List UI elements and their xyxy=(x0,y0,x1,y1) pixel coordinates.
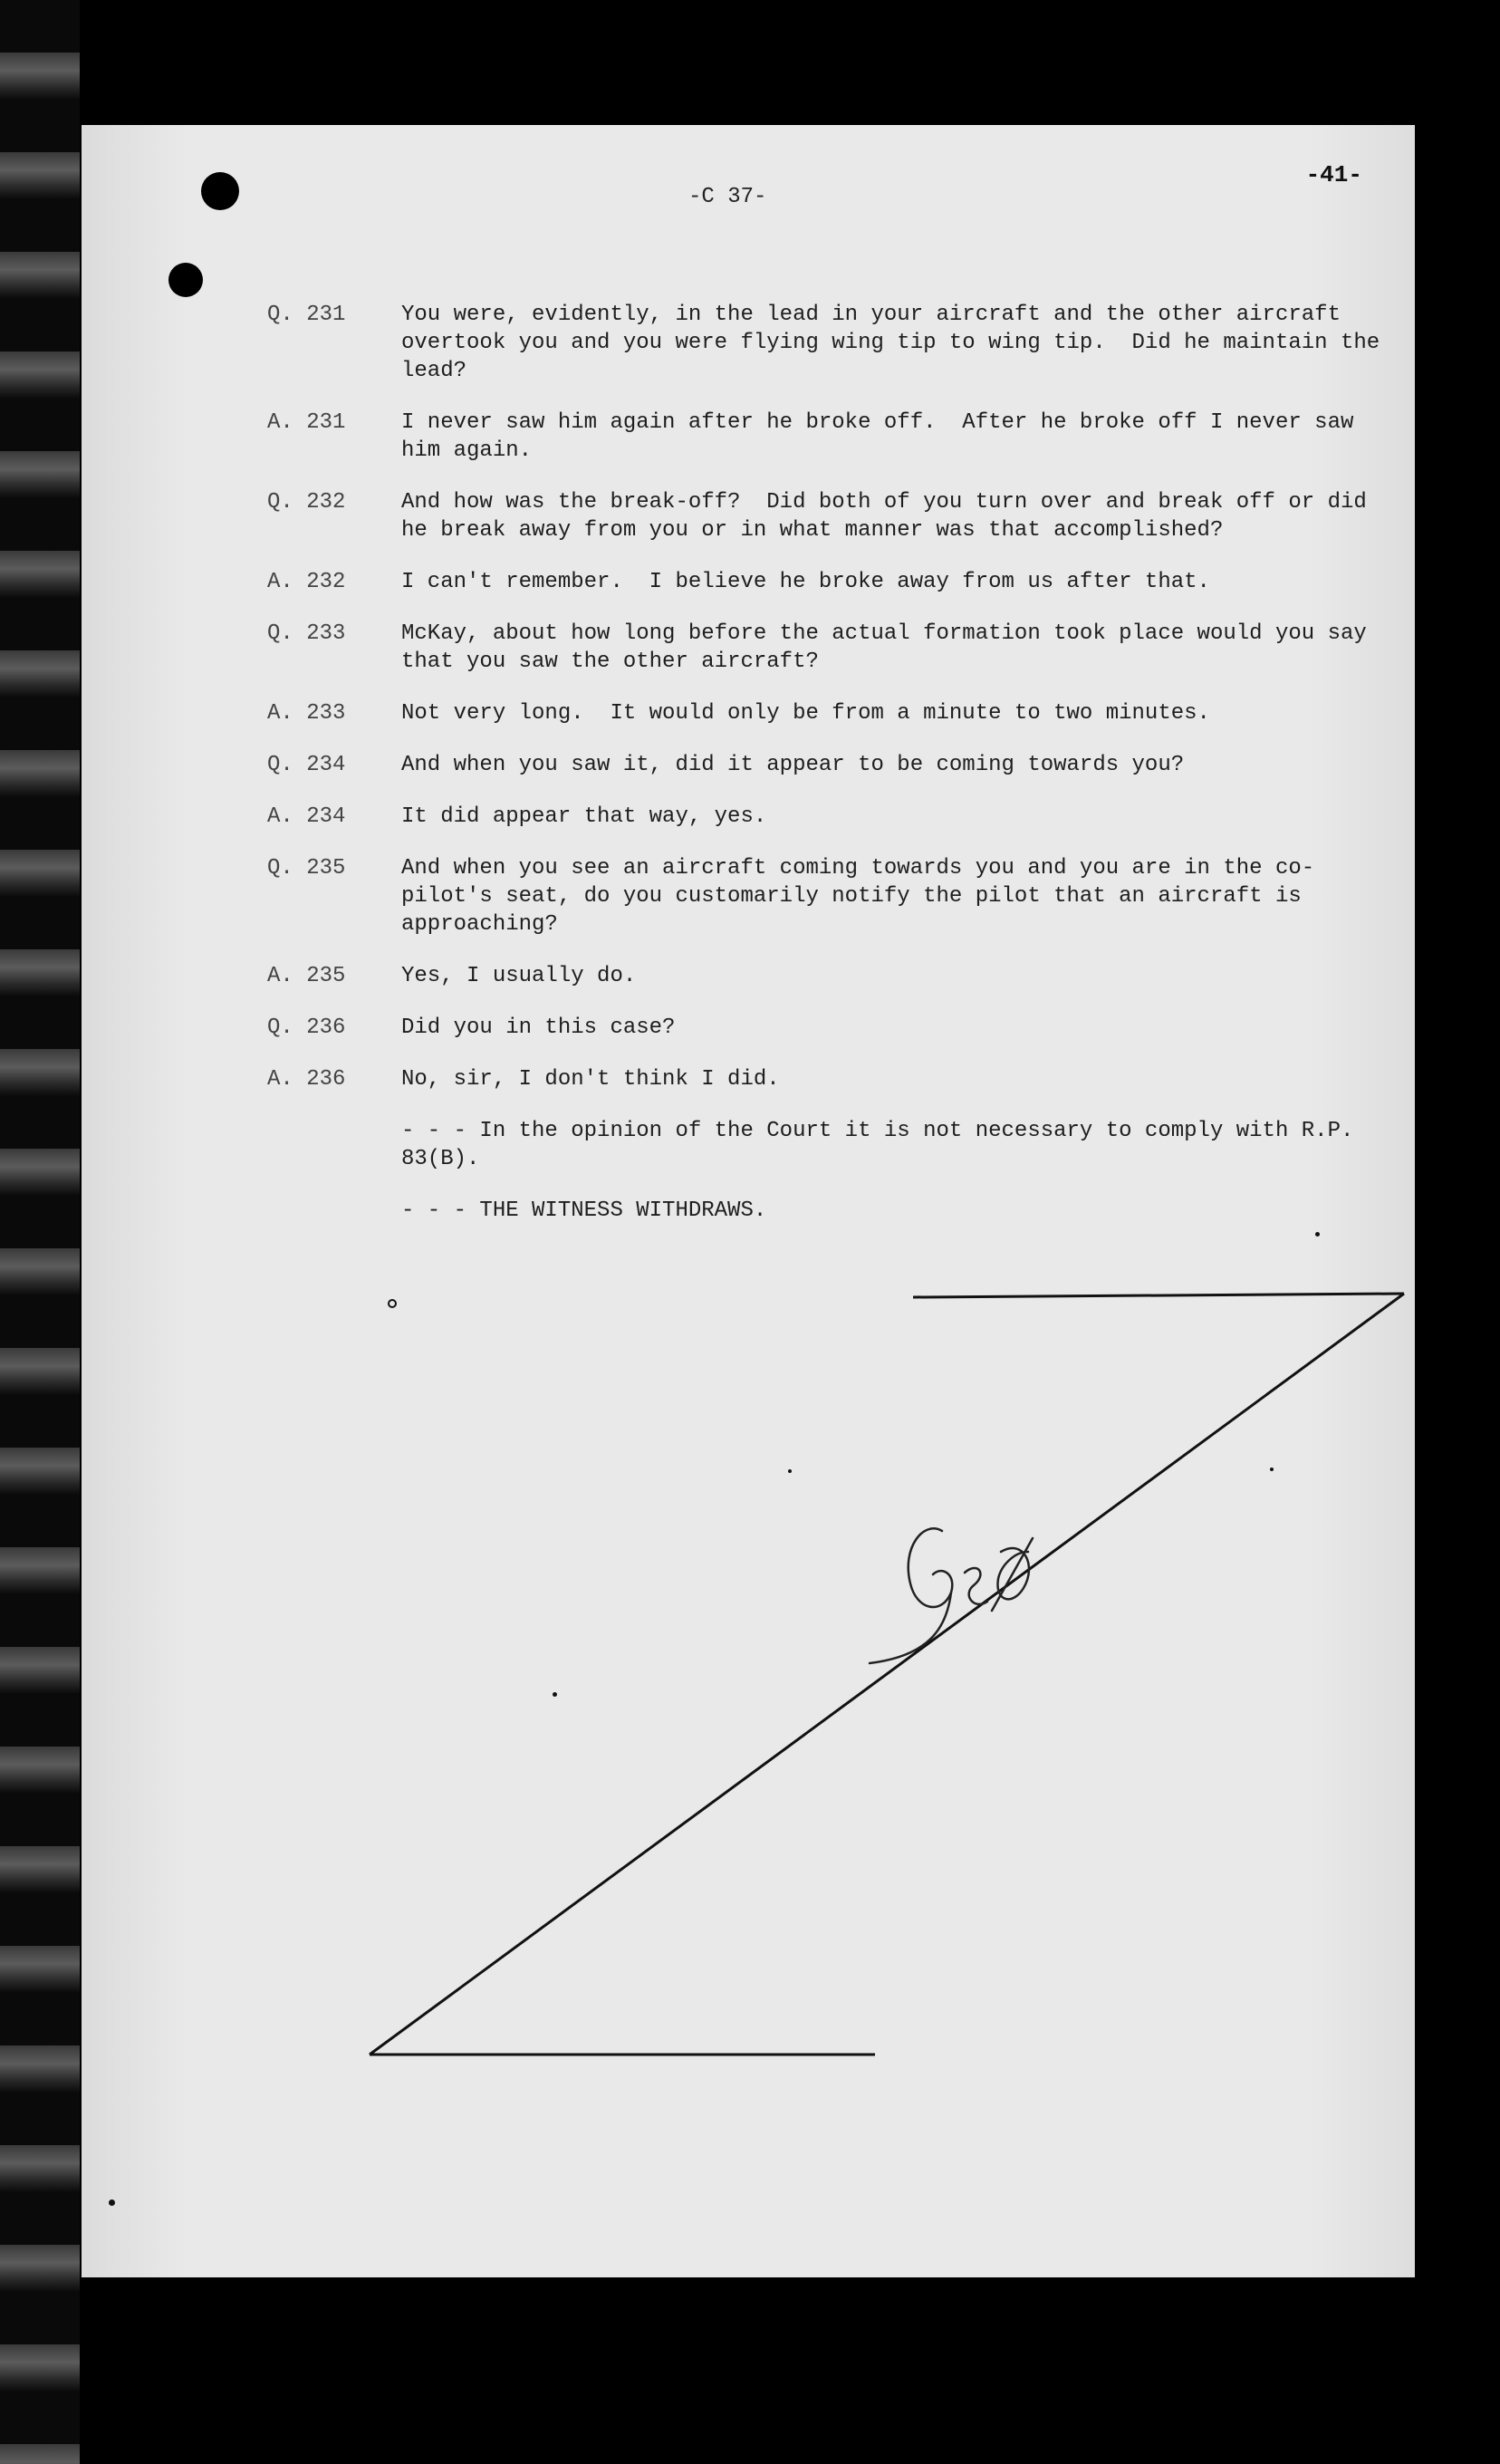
qa-text: McKay, about how long before the actual formation took place would you say that you saw the other aircraft? xyxy=(401,621,1380,674)
speck xyxy=(553,1692,557,1697)
qa-text: And when you saw it, did it appear to be coming towards you? xyxy=(401,753,1185,777)
qa-entry xyxy=(267,854,1390,938)
speck xyxy=(388,1299,397,1308)
qa-text: I can't remember. I believe he broke away from us after that. xyxy=(401,570,1210,594)
qa-entry xyxy=(267,699,1390,727)
punch-hole-second xyxy=(168,263,203,297)
qa-text: And how was the break-off? Did both of you turn over and break off or did he break away from you or in what manner was that accomplished? xyxy=(401,490,1380,543)
qa-text: No, sir, I don't think I did. xyxy=(401,1067,780,1092)
initials-signature xyxy=(870,1528,1033,1663)
qa-ref: Q. 234 xyxy=(267,753,346,777)
qa-entry xyxy=(267,568,1390,596)
witness-withdraws-note: - - - THE WITNESS WITHDRAWS. xyxy=(401,1198,767,1223)
qa-ref: A. 232 xyxy=(267,570,346,594)
court-note: - - - In the opinion of the Court it is not necessary to comply with R.P. 83(B). xyxy=(401,1119,1367,1171)
qa-ref: Q. 235 xyxy=(267,856,346,881)
qa-entry xyxy=(267,962,1390,990)
cancel-diagonal xyxy=(370,1294,1404,2055)
page-number: -41- xyxy=(1305,161,1362,188)
qa-entry xyxy=(267,620,1390,676)
qa-ref: A. 231 xyxy=(267,410,346,435)
qa-ref: A. 235 xyxy=(267,964,346,988)
qa-ref: Q. 233 xyxy=(267,621,346,646)
speck xyxy=(1315,1232,1320,1237)
exhibit-reference: -C 37- xyxy=(688,185,767,209)
speck xyxy=(788,1469,792,1473)
qa-entry xyxy=(267,803,1390,831)
qa-ref: Q. 231 xyxy=(267,303,346,327)
qa-entry xyxy=(267,751,1390,779)
qa-text: You were, evidently, in the lead in your aircraft and the other aircraft overtook you and you were flying wing tip to wing tip. Did he maintain the lead? xyxy=(401,303,1393,383)
punch-hole-top xyxy=(201,172,239,210)
qa-entry xyxy=(267,301,1393,385)
speck xyxy=(1270,1468,1274,1471)
qa-entry xyxy=(267,409,1390,465)
qa-text: And when you see an aircraft coming towards you and you are in the co-pilot's seat, do you customarily notify the pilot that an aircraft is approaching? xyxy=(401,856,1315,937)
qa-ref: Q. 232 xyxy=(267,490,346,515)
qa-text: I never saw him again after he broke off. After he broke off I never saw him again. xyxy=(401,410,1367,463)
qa-entry xyxy=(267,488,1390,544)
document-page xyxy=(82,125,1415,2277)
microfilm-edge xyxy=(0,0,80,2464)
qa-entry xyxy=(267,1014,1390,1042)
qa-text: Yes, I usually do. xyxy=(401,964,637,988)
speck xyxy=(109,2199,115,2206)
qa-ref: Q. 236 xyxy=(267,1015,346,1040)
qa-entry xyxy=(267,1065,1390,1093)
qa-text: Not very long. It would only be from a minute to two minutes. xyxy=(401,701,1210,726)
qa-ref: A. 233 xyxy=(267,701,346,726)
qa-text: It did appear that way, yes. xyxy=(401,804,767,829)
cancel-top-rule xyxy=(913,1294,1404,1297)
qa-ref: A. 234 xyxy=(267,804,346,829)
qa-text: Did you in this case? xyxy=(401,1015,676,1040)
qa-ref: A. 236 xyxy=(267,1067,346,1092)
testimony-list xyxy=(267,301,1393,1248)
